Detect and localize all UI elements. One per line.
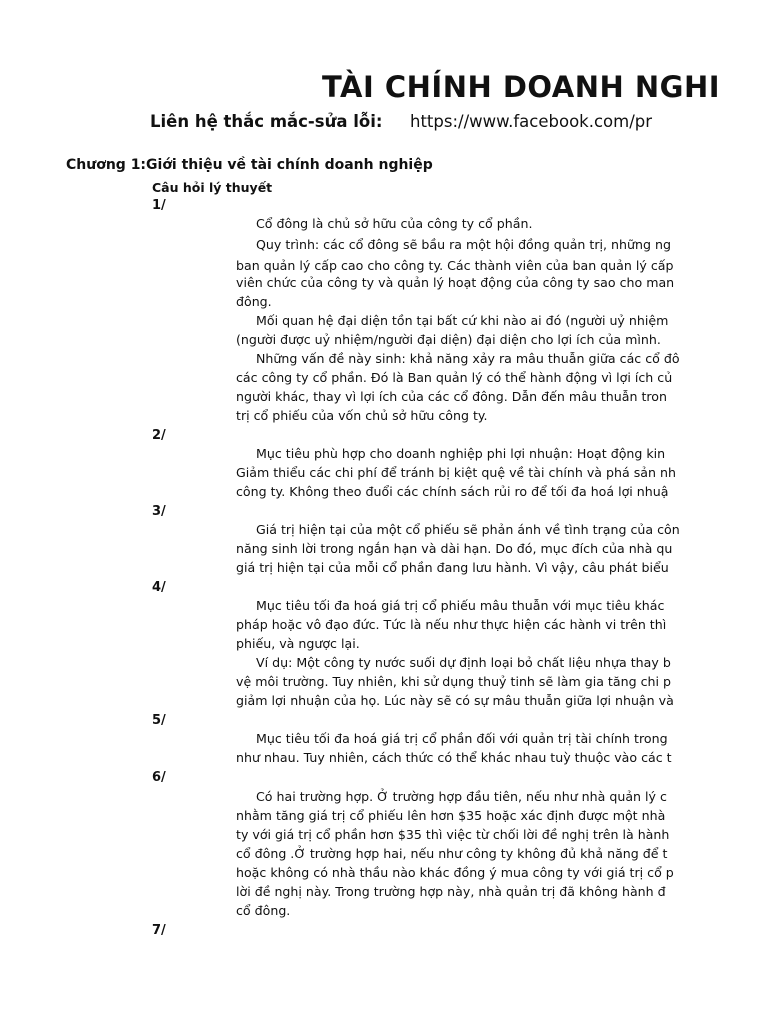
paragraph-line: cổ đông .Ở trường hợp hai, nếu như công ty không đủ khả năng để t bbox=[236, 846, 668, 861]
question-number: 6/ bbox=[152, 770, 166, 785]
paragraph-line: Mục tiêu phù hợp cho doanh nghiệp phi lợi nhuận: Hoạt động kin bbox=[256, 446, 666, 461]
paragraph-line: ban quản lý cấp cao cho công ty. Các thành viên của ban quản lý cấp bbox=[236, 258, 674, 273]
paragraph-line: (người được uỷ nhiệm/người đại diện) đại diện cho lợi ích của mình. bbox=[236, 332, 661, 347]
question-number: 1/ bbox=[152, 198, 166, 213]
paragraph-line: Có hai trường hợp. Ở trường hợp đầu tiên, nếu như nhà quản lý c bbox=[256, 789, 667, 804]
paragraph-line: nhằm tăng giá trị cổ phiếu lên hơn $35 hoặc xác định được một nhà bbox=[236, 808, 666, 823]
paragraph-line: như nhau. Tuy nhiên, cách thức có thể khác nhau tuỳ thuộc vào các t bbox=[236, 750, 672, 765]
question-number: 5/ bbox=[152, 713, 166, 728]
paragraph-line: cổ đông. bbox=[236, 903, 291, 918]
paragraph-line: các công ty cổ phần. Đó là Ban quản lý có thể hành động vì lợi ích củ bbox=[236, 370, 673, 385]
paragraph-line: công ty. Không theo đuổi các chính sách rủi ro để tối đa hoá lợi nhuậ bbox=[236, 484, 669, 499]
paragraph-line: Mối quan hệ đại diện tồn tại bất cứ khi nào ai đó (người uỷ nhiệm bbox=[256, 313, 669, 328]
question-number: 7/ bbox=[152, 923, 166, 938]
paragraph-line: ty với giá trị cổ phần hơn $35 thì việc từ chối lời đề nghị trên là hành bbox=[236, 827, 670, 842]
paragraph-line: năng sinh lời trong ngắn hạn và dài hạn. Do đó, mục đích của nhà qu bbox=[236, 541, 673, 556]
paragraph-line: Cổ đông là chủ sở hữu của công ty cổ phần. bbox=[256, 216, 533, 231]
document-title: TÀI CHÍNH DOANH NGHI bbox=[322, 70, 721, 104]
paragraph-line: Giảm thiểu các chi phí để tránh bị kiệt quệ về tài chính và phá sản nh bbox=[236, 465, 676, 480]
paragraph-line: Những vấn đề này sinh: khả năng xảy ra mâu thuẫn giữa các cổ đô bbox=[256, 351, 680, 366]
paragraph-line: viên chức của công ty và quản lý hoạt động của công ty sao cho man bbox=[236, 275, 675, 290]
paragraph-line: đông. bbox=[236, 294, 272, 309]
paragraph-line: hoặc không có nhà thầu nào khác đồng ý mua công ty với giá trị cổ p bbox=[236, 865, 674, 880]
question-number: 3/ bbox=[152, 504, 166, 519]
paragraph-line: Ví dụ: Một công ty nước suối dự định loại bỏ chất liệu nhựa thay b bbox=[256, 655, 671, 670]
contact-link[interactable]: https://www.facebook.com/pr bbox=[410, 112, 653, 131]
paragraph-line: Giá trị hiện tại của một cổ phiếu sẽ phản ánh về tình trạng của côn bbox=[256, 522, 680, 537]
paragraph-line: Mục tiêu tối đa hoá giá trị cổ phần đối với quản trị tài chính trong bbox=[256, 731, 668, 746]
question-number: 4/ bbox=[152, 580, 166, 595]
paragraph-line: vệ môi trường. Tuy nhiên, khi sử dụng thuỷ tinh sẽ làm gia tăng chi p bbox=[236, 674, 671, 689]
section-subtitle: Câu hỏi lý thuyết bbox=[152, 180, 273, 195]
paragraph-line: giảm lợi nhuận của họ. Lúc này sẽ có sự mâu thuẫn giữa lợi nhuận và bbox=[236, 693, 674, 708]
paragraph-line: pháp hoặc vô đạo đức. Tức là nếu như thực hiện các hành vi trên thì bbox=[236, 617, 667, 632]
paragraph-line: lời đề nghị này. Trong trường hợp này, nhà quản trị đã không hành đ bbox=[236, 884, 666, 899]
paragraph-line: trị cổ phiếu của vốn chủ sở hữu công ty. bbox=[236, 408, 488, 423]
paragraph-line: Quy trình: các cổ đông sẽ bầu ra một hội đồng quản trị, những ng bbox=[256, 237, 671, 252]
paragraph-line: giá trị hiện tại của mỗi cổ phần đang lưu hành. Vì vậy, câu phát biểu bbox=[236, 560, 669, 575]
paragraph-line: người khác, thay vì lợi ích của các cổ đông. Dẫn đến mâu thuẫn tron bbox=[236, 389, 667, 404]
paragraph-line: phiếu, và ngược lại. bbox=[236, 636, 360, 651]
paragraph-line: Mục tiêu tối đa hoá giá trị cổ phiếu mâu thuẫn với mục tiêu khác bbox=[256, 598, 665, 613]
contact-label: Liên hệ thắc mắc-sửa lỗi: bbox=[150, 112, 383, 131]
chapter-heading: Chương 1:Giới thiệu về tài chính doanh nghiệp bbox=[66, 157, 433, 173]
question-number: 2/ bbox=[152, 428, 166, 443]
